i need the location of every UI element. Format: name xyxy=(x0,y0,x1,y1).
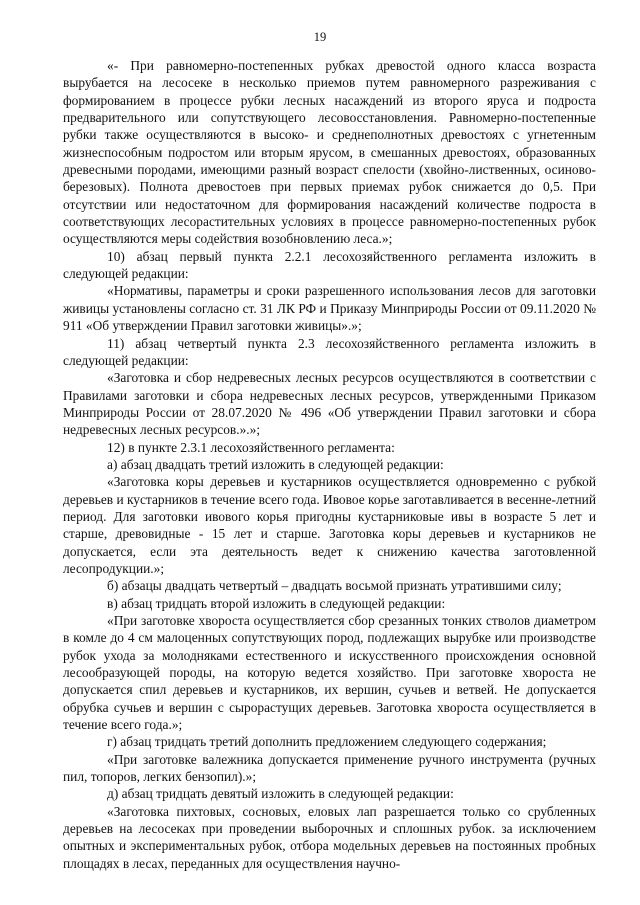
document-body xyxy=(63,57,596,872)
paragraph: д) абзац тридцать девятый изложить в следующей редакции: xyxy=(107,786,454,802)
paragraph: «При заготовке хвороста осуществляется сбор срезанных тонких стволов диаметром в комле до 4 см малоценных сопутствующих пород, подлежащих вырубке или производстве рубок ухода за молодняками естественного и искусственного происхождения основной лесообразующей породы, на которую ведется хозяйство. При заготовке хвороста не допускается спил деревьев и кустарников, их вершин, сучьев и ветвей. Не допускается обрубка сучьев и вершин с сырорастущих деревьев. Заготовка хвороста осуществляется в течение всего года.»; xyxy=(63,613,596,733)
paragraph: г) абзац тридцать третий дополнить предложением следующего содержания; xyxy=(107,734,547,750)
paragraph: «Заготовка коры деревьев и кустарников осуществляется одновременно с рубкой деревьев и кустарников в течение всего года. Ивовое корье заготавливается в весенне-летний период. Для заготовки ивового корья пригодны кустарниковые ивы в возрасте 5 лет и старше, древовидные - 15 лет и старше. Заготовка коры деревьев и кустарников не допускается, если эта деятельность ведет к снижению качества заготовленной лесопродукции.»; xyxy=(63,474,596,576)
page-number: 19 xyxy=(313,30,327,44)
paragraph: «При заготовке валежника допускается применение ручного инструмента (ручных пил, топоров, легких бензопил).»; xyxy=(63,751,596,785)
paragraph: 11) абзац четвертый пункта 2.3 лесохозяйственного регламента изложить в следующей редакции: xyxy=(63,335,596,368)
paragraph: 10) абзац первый пункта 2.2.1 лесохозяйственного регламента изложить в следующей редакции: xyxy=(63,248,596,282)
paragraph: «Заготовка пихтовых, сосновых, еловых лап разрешается только со срубленных деревьев на лесосеках при проведении выборочных и сплошных рубок. за исключением опытных и экспериментальных рубок, отбора модельных деревьев на постоянных пробных площадях в лесах, переданных для осуществления научно- xyxy=(63,803,596,871)
paragraph: «Заготовка и сбор недревесных лесных ресурсов осуществляются в соответствии с Правилами заготовки и сбора недревесных лесных ресурсов, утвержденными Приказом Минприроды России от 28.07.2020 № 496 «Об утверждении Правил заготовки и сбора недревесных лесных ресурсов.».»; xyxy=(63,370,596,438)
paragraph: в) абзац тридцать второй изложить в следующей редакции: xyxy=(107,595,446,611)
paragraph: б) абзацы двадцать четвертый – двадцать восьмой признать утратившими силу; xyxy=(107,578,562,594)
paragraph: «Нормативы, параметры и сроки разрешенного использования лесов для заготовки живицы установлены согласно ст. 31 ЛК РФ и Приказу Минприроды России от 09.11.2020 № 911 «Об утверждении Правил заготовки живицы».»; xyxy=(63,283,596,334)
paragraph: «- При равномерно-постепенных рубках древостой одного класса возраста вырубается на лесосеке в несколько приемов путем равномерного разреживания с формированием в процессе рубки лесных насаждений из второго яруса и подроста предварительного или сопутствующего лесовосстановления. Равномерно-постепенные рубки также осуществляются в высоко- и среднеполнотных древостоях с угнетенным жизнеспособным подростом или вторым ярусом, в смешанных древостоях, образованных древесными породами, имеющими разный возраст спелости (хвойно-лиственных, осиново-березовых). Полнота древостоев при первых приемах рубок снижается до 0,5. При отсутствии или недостаточном для формирования насаждений количестве подроста в соответствующих лесорастительных условиях в процессе равномерно-постепенных рубок осуществляются меры содействия возобновлению леса.»; xyxy=(63,58,596,247)
paragraph: а) абзац двадцать третий изложить в следующей редакции: xyxy=(107,456,444,472)
paragraph: 12) в пункте 2.3.1 лесохозяйственного регламента: xyxy=(107,439,395,455)
